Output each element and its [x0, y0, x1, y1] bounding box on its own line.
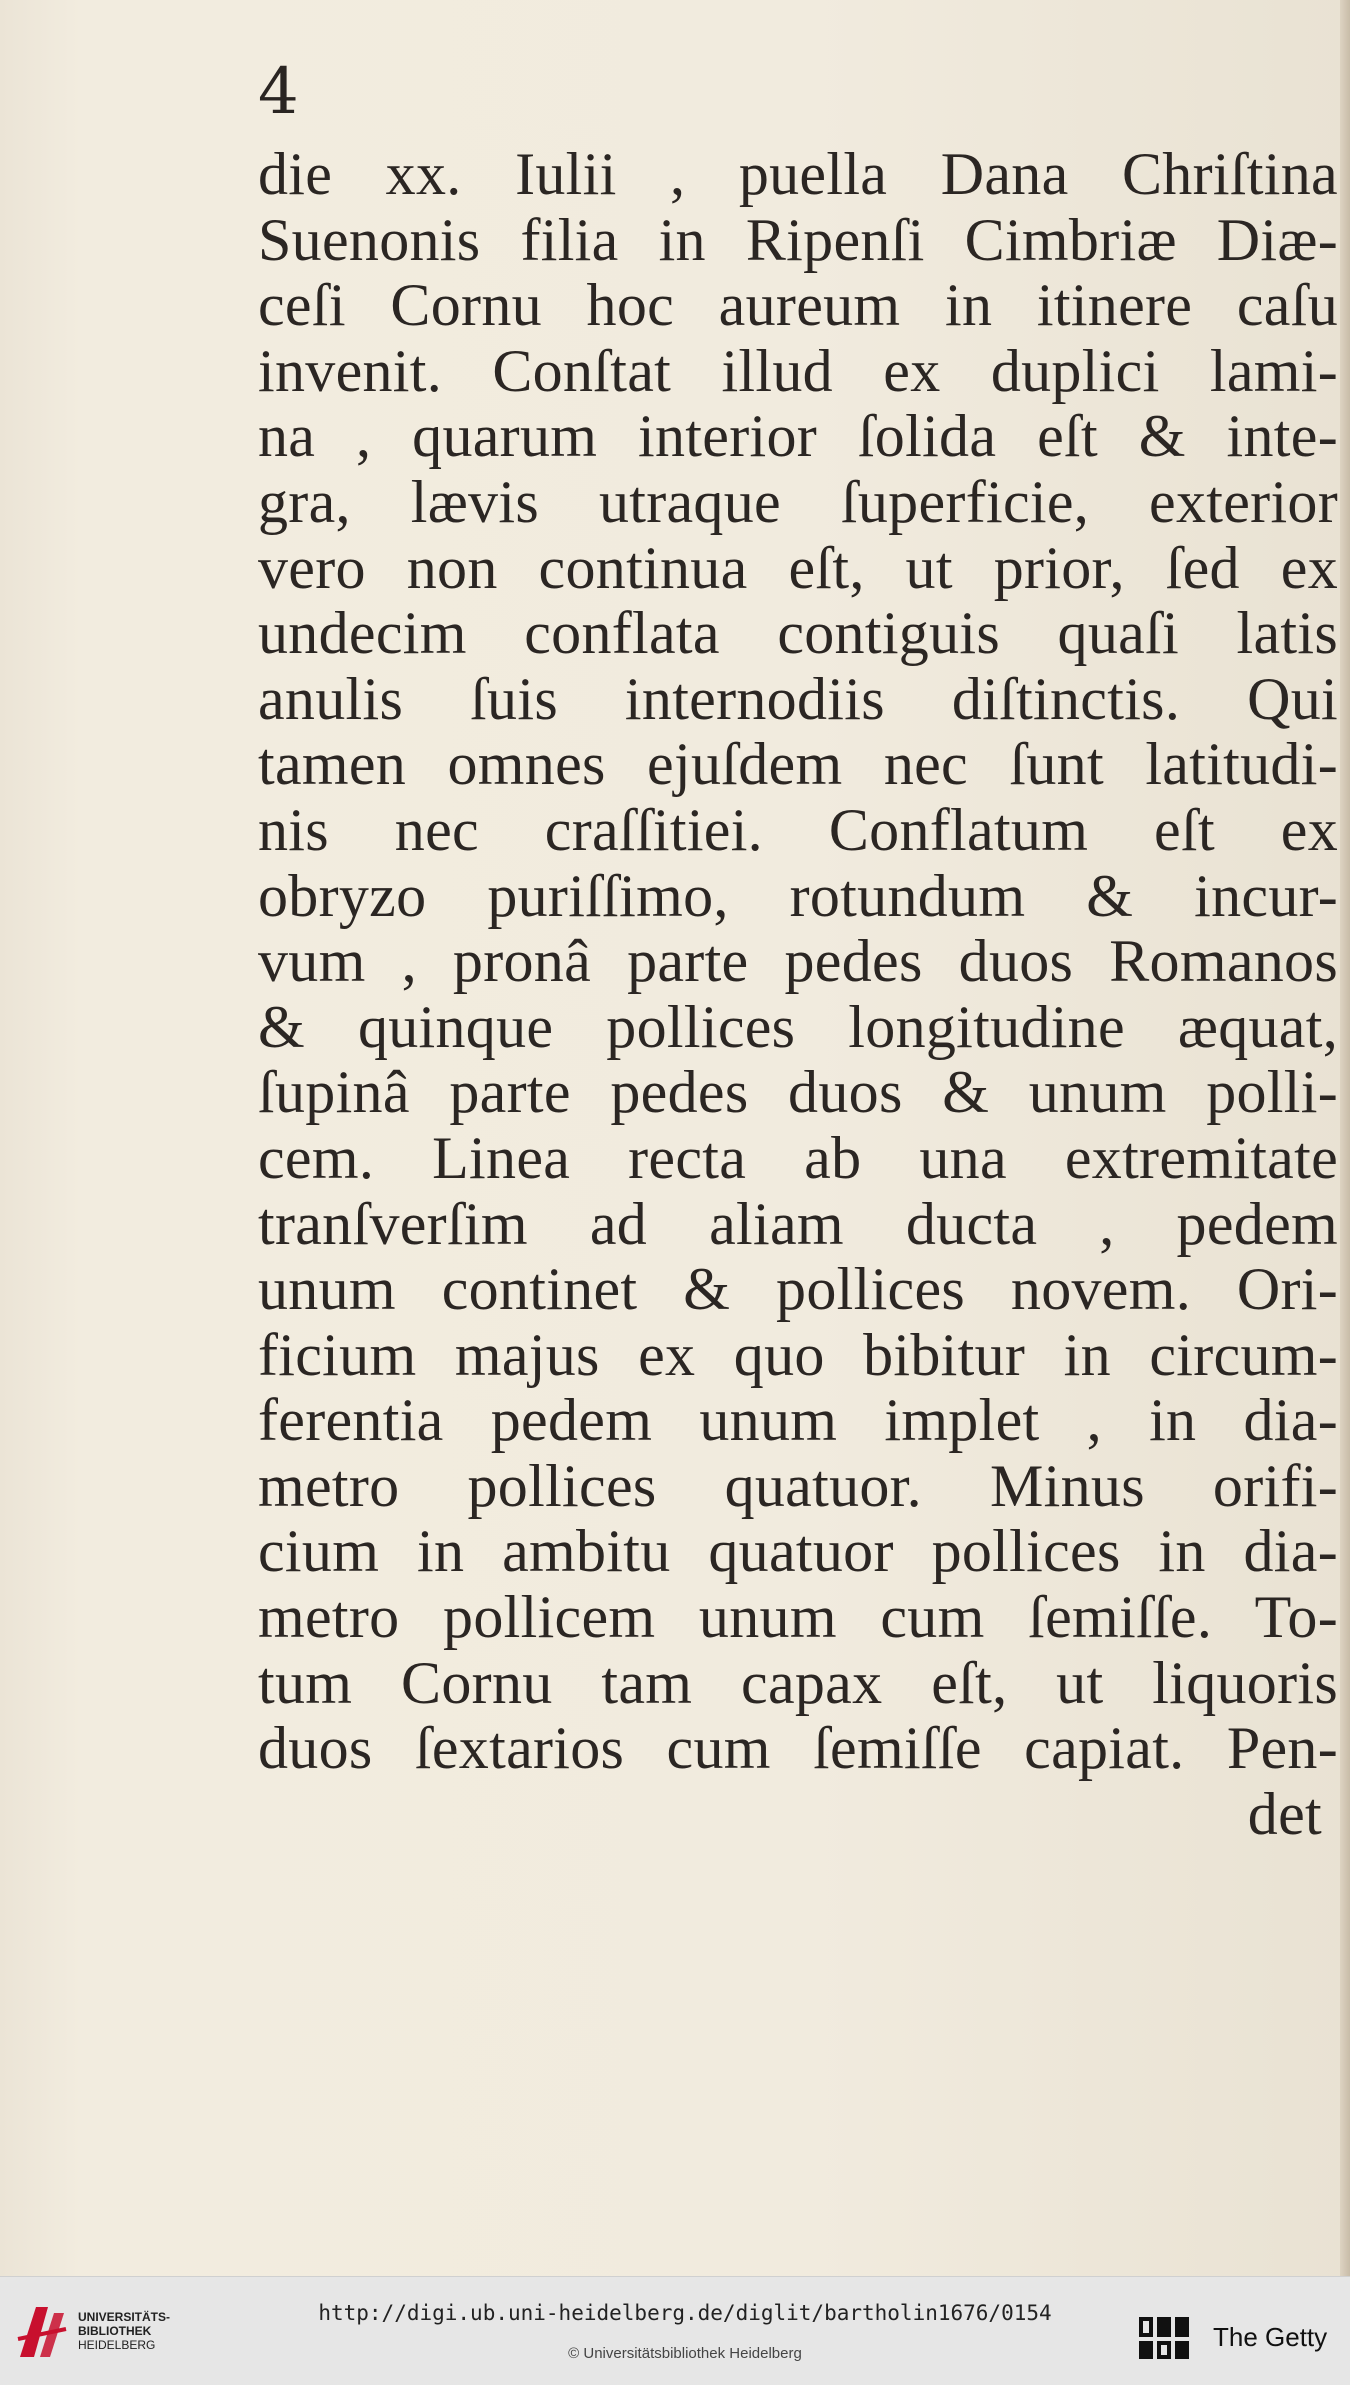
page-edge [1340, 0, 1350, 2276]
library-name-line: BIBLIOTHEK [78, 2324, 152, 2338]
text-line: vero non continua eſt, ut prior, ſed ex [258, 534, 1338, 601]
text-line: metro pollicem unum cum ſemiſſe. To- [258, 1584, 1338, 1651]
getty-logo-icon[interactable] [1137, 2315, 1193, 2361]
library-name-line: HEIDELBERG [78, 2338, 156, 2352]
text-line: ficium majus ex quo bibitur in circum- [258, 1321, 1338, 1388]
text-line: Suenonis filia in Ripenſi Cimbriæ Diæ- [258, 206, 1338, 273]
text-line: obryzo puriſſimo, rotundum & incur- [258, 862, 1338, 929]
library-name-line: UNIVERSITÄTS- [78, 2310, 171, 2324]
text-line: nis nec craſſitiei. Conflatum eſt ex [258, 796, 1338, 863]
text-line: tum Cornu tam capax eſt, ut liquoris [258, 1649, 1338, 1716]
text-line: duos ſextarios cum ſemiſſe capiat. Pen- [258, 1715, 1338, 1782]
page-number: 4 [258, 55, 299, 129]
text-line: tamen omnes ejuſdem nec ſunt latitudi- [258, 731, 1338, 798]
getty-label[interactable]: The Getty [1213, 2322, 1328, 2352]
catchword: det [1247, 1780, 1322, 1847]
text-line: cem. Linea recta ab una extremitate [258, 1124, 1338, 1191]
copyright-notice: © Universitätsbibliothek Heidelberg [568, 2345, 802, 2362]
text-line: cium in ambitu quatuor pollices in dia- [258, 1518, 1338, 1585]
text-line: invenit. Conſtat illud ex duplici lami- [258, 337, 1338, 404]
text-line: ſupinâ parte pedes duos & unum polli- [258, 1059, 1338, 1126]
text-line: die xx. Iulii , puella Dana Chriſtina [258, 141, 1338, 207]
page-text [258, 142, 1338, 1847]
text-line: & quinque pollices longitudine æquat, [258, 993, 1338, 1060]
text-line: undecim conflata contiguis quaſi latis [258, 600, 1338, 667]
text-line: tranſverſim ad aliam ducta , pedem [258, 1190, 1338, 1257]
viewer-footer [0, 2276, 1350, 2385]
text-line: ceſi Cornu hoc aureum in itinere caſu [258, 272, 1338, 339]
text-line: unum continet & pollices novem. Ori- [258, 1256, 1338, 1323]
text-line: na , quarum interior ſolida eſt & inte- [258, 403, 1338, 470]
text-line: metro pollices quatuor. Minus orifi- [258, 1452, 1338, 1519]
permalink-url[interactable]: http://digi.ub.uni-heidelberg.de/diglit/bartholin1676/0154 [318, 2301, 1052, 2325]
text-line: gra, lævis utraque ſuperficie, exterior [258, 468, 1338, 535]
text-line: anulis ſuis internodiis diſtinctis. Qui [258, 665, 1338, 732]
text-line: ferentia pedem unum implet , in dia- [258, 1387, 1338, 1454]
text-line: vum , pronâ parte pedes duos Romanos [258, 928, 1338, 995]
